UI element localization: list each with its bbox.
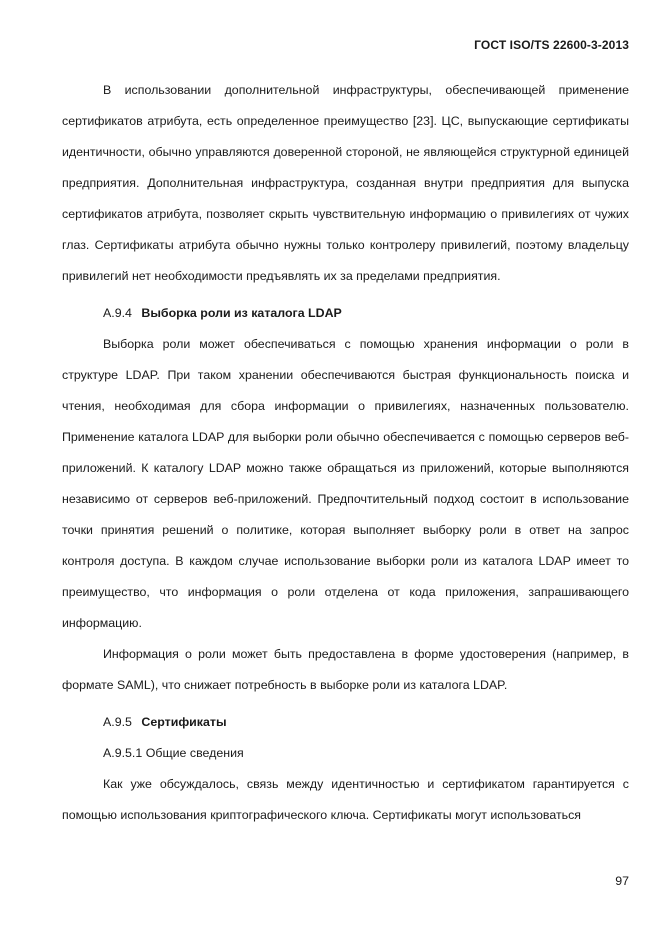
section-number: А.9.4 [103, 306, 132, 320]
section-number: А.9.5 [103, 715, 132, 729]
paragraph-infrastructure: В использовании дополнительной инфраструктуры, обеспечивающей применение сертификатов атрибута, есть определенное преимущество [23]. ЦС, выпускающие сертификаты идентичности, обычно управляются доверенной стороной, не являющейся структурной единицей предприятия. Дополнительная инфраструктура, созданная внутри предприятия для выпуска сертификатов атрибута, позволяет скрыть чувствительную информацию о привилегиях от чужих глаз. Сертификаты атрибута обычно нужны только контролеру привилегий, поэтому владельцу привилегий нет необходимости предъявлять их за пределами предприятия. [62, 83, 629, 283]
document-body [62, 75, 629, 831]
paragraph-saml: Информация о роли может быть предоставлена в форме удостоверения (например, в формате SAML), что снижает потребность в выборке роли из каталога LDAP. [62, 647, 629, 692]
subsection-heading-a951: А.9.5.1 Общие сведения [103, 746, 244, 760]
section-heading-a94 [62, 292, 629, 329]
section-title: Выборка роли из каталога LDAP [141, 306, 342, 320]
section-heading-a95 [62, 701, 629, 738]
document-header: ГОСТ ISO/TS 22600-3-2013 [474, 38, 629, 52]
section-title: Сертификаты [141, 715, 227, 729]
page-number: 97 [615, 874, 629, 888]
paragraph-certificates: Как уже обсуждалось, связь между идентичностью и сертификатом гарантируется с помощью использования криптографического ключа. Сертификаты могут использоваться [62, 777, 629, 822]
paragraph-ldap-role: Выборка роли может обеспечиваться с помощью хранения информации о роли в структуре LDAP. При таком хранении обеспечиваются быстрая функциональность поиска и чтения, необходимая для сбора информации о привилегиях, назначенных пользователю. Применение каталога LDAP для выборки роли обычно обеспечивается с помощью серверов веб-приложений. К каталогу LDAP можно также обращаться из приложений, которые выполняются независимо от серверов веб-приложений. Предпочтительный подход состоит в использование точки принятия решений о политике, которая выполняет выборку роли в ответ на запрос контроля доступа. В каждом случае использование выборки роли из каталога LDAP имеет то преимущество, что информация о роли отделена от кода приложения, запрашивающего информацию. [62, 337, 629, 630]
